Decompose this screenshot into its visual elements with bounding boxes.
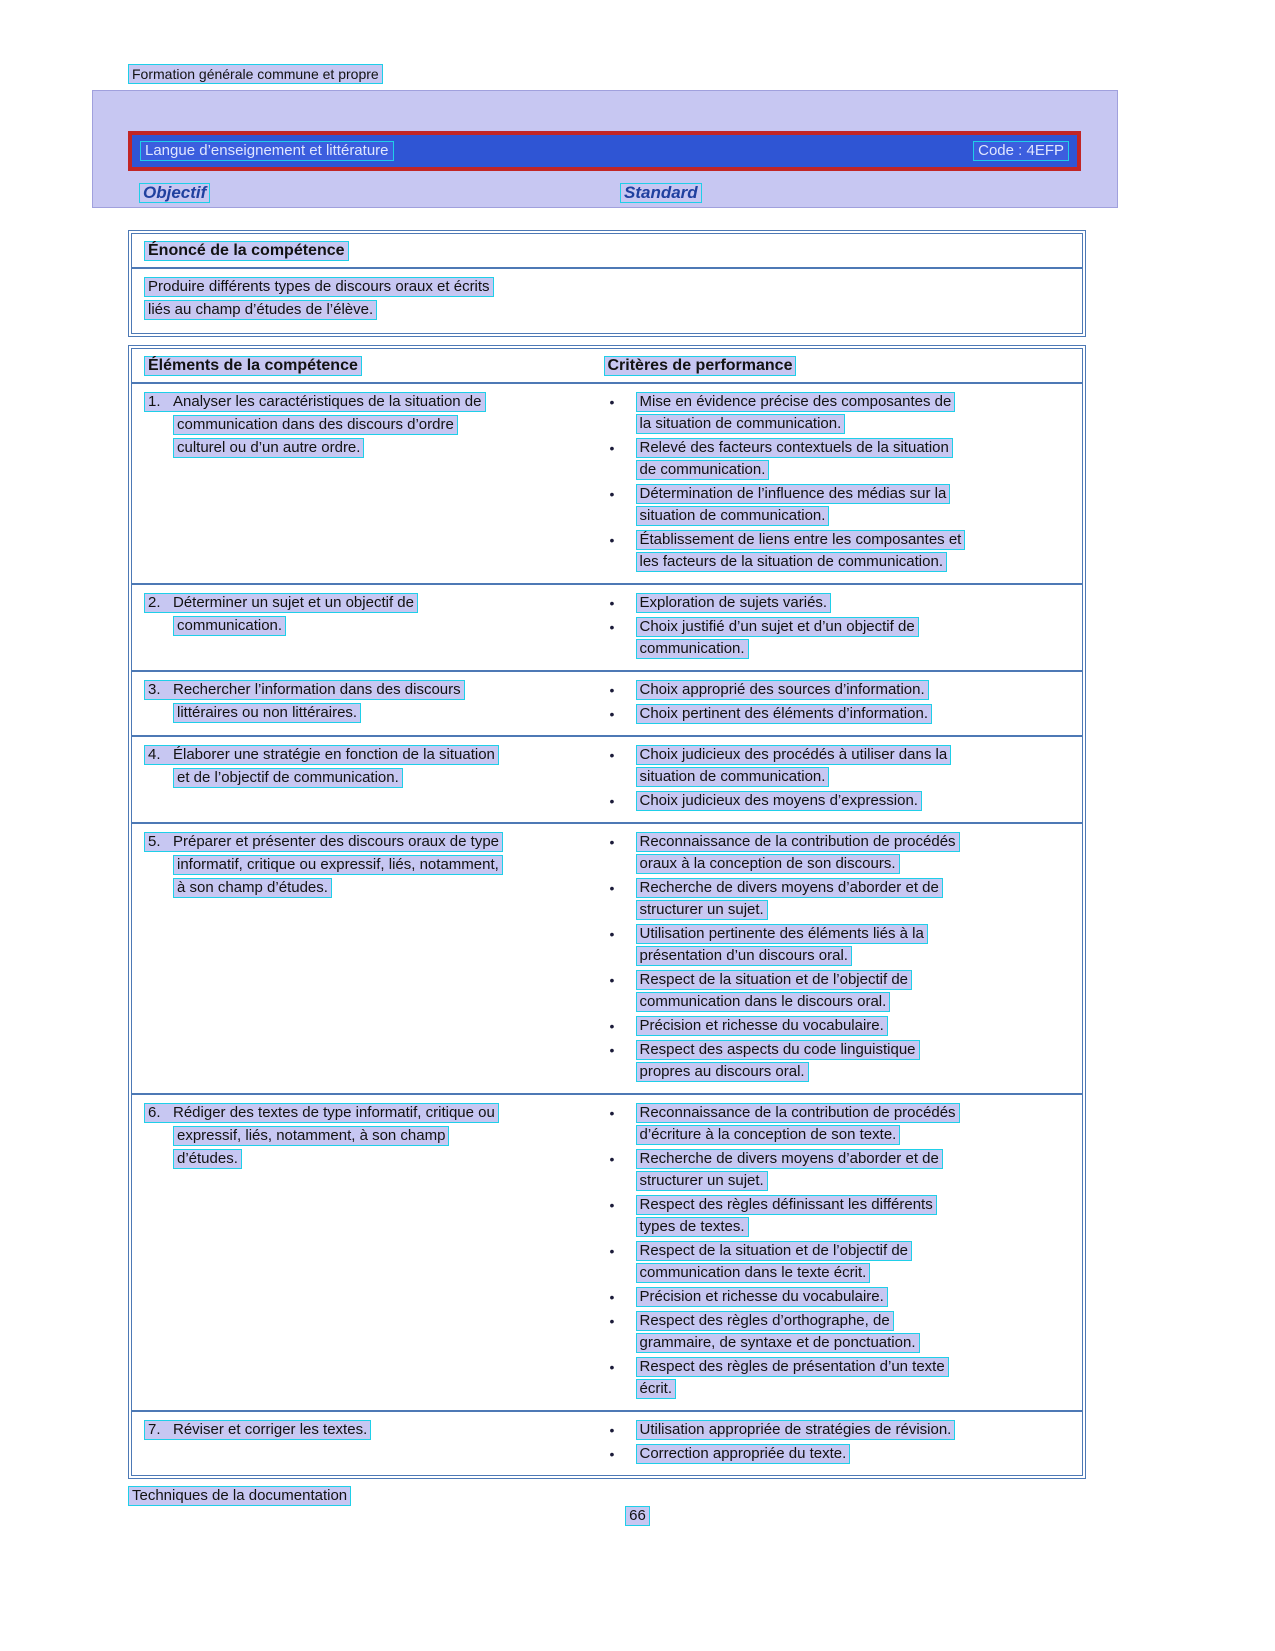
criterion-line bbox=[636, 1016, 1075, 1036]
criterion-line-text: structurer un sujet. bbox=[636, 900, 768, 920]
element-number: 6. bbox=[148, 1104, 161, 1121]
element-line-box bbox=[144, 832, 503, 852]
criterion-line-text: Choix justifié d’un sujet et d’un objectif de bbox=[636, 617, 919, 637]
criterion-line bbox=[636, 1217, 1075, 1237]
criterion bbox=[602, 1195, 1075, 1239]
element-line-box bbox=[144, 680, 465, 700]
criterion-line-text: grammaire, de syntaxe et de ponctuation. bbox=[636, 1333, 920, 1353]
table-row bbox=[132, 583, 1082, 670]
criterion-lines bbox=[636, 970, 1075, 1014]
criteres-header-cell bbox=[598, 356, 1083, 376]
criterion-line bbox=[636, 552, 1075, 572]
element-text: Préparer et présenter des discours oraux de type bbox=[173, 833, 500, 850]
element-cell bbox=[132, 1418, 598, 1468]
element-line-box: à son champ d’études. bbox=[173, 878, 332, 898]
criterion-line-text: Mise en évidence précise des composantes de bbox=[636, 392, 956, 412]
element-text: Analyser les caractéristiques de la situation de bbox=[173, 393, 482, 410]
criterion-line bbox=[636, 1311, 1075, 1331]
criterion-line bbox=[636, 992, 1075, 1012]
bullet-icon: • bbox=[609, 440, 615, 456]
criterion-line bbox=[636, 1333, 1075, 1353]
element-line-box bbox=[144, 392, 486, 412]
criterion-lines bbox=[636, 484, 1075, 528]
criterion bbox=[602, 530, 1075, 574]
element-line bbox=[173, 438, 584, 458]
criterion-line-text: communication dans le discours oral. bbox=[636, 992, 891, 1012]
criterion-line-text: Choix pertinent des éléments d’information. bbox=[636, 704, 933, 724]
header-note-text: Formation générale commune et propre bbox=[128, 64, 383, 84]
criterion bbox=[602, 791, 1075, 813]
element-cell bbox=[132, 678, 598, 728]
element-line bbox=[173, 703, 584, 723]
criterion bbox=[602, 1241, 1075, 1285]
criterion-line-text: propres au discours oral. bbox=[636, 1062, 809, 1082]
element-line bbox=[173, 878, 584, 898]
criterion-lines bbox=[636, 617, 1075, 661]
bullet-icon: • bbox=[609, 1018, 615, 1034]
objectif-label bbox=[139, 183, 210, 203]
course-code-bar bbox=[128, 131, 1081, 171]
criterion-line bbox=[636, 593, 1075, 613]
criterion-line bbox=[636, 1062, 1075, 1082]
element-line bbox=[173, 415, 584, 435]
element-text: Déterminer un sujet et un objectif de bbox=[173, 594, 414, 611]
element-line-box: culturel ou d’un autre ordre. bbox=[173, 438, 364, 458]
criterion-line bbox=[636, 970, 1075, 990]
table-row bbox=[132, 1093, 1082, 1410]
element-line-box: expressif, liés, notamment, à son champ bbox=[173, 1126, 449, 1146]
criterion-line bbox=[636, 878, 1075, 898]
element-number: 2. bbox=[148, 594, 161, 611]
criterion bbox=[602, 392, 1075, 436]
enonce-header-row bbox=[132, 234, 1082, 269]
criterion-lines bbox=[636, 1195, 1075, 1239]
element-line-box: littéraires ou non littéraires. bbox=[173, 703, 361, 723]
criterion-lines bbox=[636, 745, 1075, 789]
enonce-line-text: liés au champ d’études de l’élève. bbox=[144, 300, 377, 320]
element-line bbox=[173, 616, 584, 636]
element-line-box bbox=[144, 593, 418, 613]
element-line bbox=[144, 1103, 584, 1123]
criterion-lines bbox=[636, 1357, 1075, 1401]
element-number: 4. bbox=[148, 746, 161, 763]
criterion-line-text: Précision et richesse du vocabulaire. bbox=[636, 1016, 888, 1036]
criterion-line-text: types de textes. bbox=[636, 1217, 749, 1237]
criterion-lines bbox=[636, 1287, 1075, 1309]
criteria-cell bbox=[598, 1101, 1083, 1403]
criterion-line-text: Choix judicieux des procédés à utiliser dans la bbox=[636, 745, 952, 765]
criterion-line bbox=[636, 680, 1075, 700]
criterion-line bbox=[636, 745, 1075, 765]
competence-table-inner bbox=[131, 348, 1083, 1476]
criteria-cell bbox=[598, 390, 1083, 576]
enonce-line bbox=[144, 277, 1070, 297]
criterion-lines bbox=[636, 1420, 1075, 1442]
criterion-line-text: Respect des aspects du code linguistique bbox=[636, 1040, 920, 1060]
criterion-lines bbox=[636, 438, 1075, 482]
elements-header-cell bbox=[132, 356, 598, 376]
title-banner bbox=[92, 90, 1118, 208]
criterion-line bbox=[636, 854, 1075, 874]
element-number: 1. bbox=[148, 393, 161, 410]
criterion-line bbox=[636, 1103, 1075, 1123]
criteres-header: Critères de performance bbox=[604, 356, 797, 376]
criterion-line bbox=[636, 900, 1075, 920]
bullet-icon: • bbox=[609, 1151, 615, 1167]
criterion-line-text: Utilisation appropriée de stratégies de révision. bbox=[636, 1420, 956, 1440]
element-line bbox=[144, 593, 584, 613]
element-number: 3. bbox=[148, 681, 161, 698]
criterion-lines bbox=[636, 1103, 1075, 1147]
bullet-icon: • bbox=[609, 595, 615, 611]
criterion-lines bbox=[636, 878, 1075, 922]
element-cell bbox=[132, 1101, 598, 1403]
bullet-icon: • bbox=[609, 926, 615, 942]
criterion-line-text: de communication. bbox=[636, 460, 770, 480]
criterion-line-text: Correction appropriée du texte. bbox=[636, 1444, 851, 1464]
bullet-icon: • bbox=[609, 747, 615, 763]
criterion-line-text: Reconnaissance de la contribution de procédés bbox=[636, 832, 960, 852]
criterion-line bbox=[636, 1241, 1075, 1261]
bullet-icon: • bbox=[609, 1105, 615, 1121]
criterion-line-text: Respect de la situation et de l’objectif de bbox=[636, 1241, 913, 1261]
element-text: Rechercher l’information dans des discours bbox=[173, 681, 461, 698]
criterion-line-text: structurer un sujet. bbox=[636, 1171, 768, 1191]
page-footer-note bbox=[128, 1486, 351, 1506]
criterion-line bbox=[636, 506, 1075, 526]
element-line-box: communication dans des discours d’ordre bbox=[173, 415, 458, 435]
bullet-icon: • bbox=[609, 880, 615, 896]
criterion bbox=[602, 1420, 1075, 1442]
criterion bbox=[602, 1357, 1075, 1401]
criterion-lines bbox=[636, 1241, 1075, 1285]
criterion-line bbox=[636, 460, 1075, 480]
criterion-line bbox=[636, 484, 1075, 504]
criterion-line bbox=[636, 1379, 1075, 1399]
criterion-line bbox=[636, 1171, 1075, 1191]
criterion-lines bbox=[636, 530, 1075, 574]
criterion bbox=[602, 680, 1075, 702]
element-line-box: d’études. bbox=[173, 1149, 242, 1169]
enonce-body bbox=[132, 269, 1082, 333]
criterion-line-text: Reconnaissance de la contribution de procédés bbox=[636, 1103, 960, 1123]
criterion-line bbox=[636, 1125, 1075, 1145]
enonce-table bbox=[128, 230, 1086, 337]
element-line bbox=[144, 745, 584, 765]
criterion-line-text: situation de communication. bbox=[636, 506, 830, 526]
criterion-lines bbox=[636, 1040, 1075, 1084]
criterion bbox=[602, 970, 1075, 1014]
table-row bbox=[132, 384, 1082, 583]
criterion-lines bbox=[636, 593, 1075, 615]
element-line-box: informatif, critique ou expressif, liés, notamment, bbox=[173, 855, 503, 875]
criterion-line bbox=[636, 704, 1075, 724]
criterion-line bbox=[636, 1420, 1075, 1440]
element-number: 5. bbox=[148, 833, 161, 850]
criterion-lines bbox=[636, 924, 1075, 968]
criterion-line-text: oraux à la conception de son discours. bbox=[636, 854, 900, 874]
element-line bbox=[144, 680, 584, 700]
criterion-line-text: Respect des règles de présentation d’un texte bbox=[636, 1357, 949, 1377]
criterion bbox=[602, 704, 1075, 726]
criterion bbox=[602, 745, 1075, 789]
criterion-line bbox=[636, 438, 1075, 458]
bullet-icon: • bbox=[609, 834, 615, 850]
table-row bbox=[132, 735, 1082, 822]
criterion-line bbox=[636, 1149, 1075, 1169]
bullet-icon: • bbox=[609, 1313, 615, 1329]
criterion-line-text: situation de communication. bbox=[636, 767, 830, 787]
criterion-lines bbox=[636, 791, 1075, 813]
criterion-line bbox=[636, 832, 1075, 852]
element-line-box bbox=[144, 1420, 371, 1440]
bullet-icon: • bbox=[609, 1042, 615, 1058]
element-cell bbox=[132, 591, 598, 663]
criterion bbox=[602, 878, 1075, 922]
bullet-icon: • bbox=[609, 619, 615, 635]
page-number-text: 66 bbox=[625, 1506, 650, 1526]
bullet-icon: • bbox=[609, 486, 615, 502]
page-header-note bbox=[128, 64, 383, 84]
criterion-line-text: Précision et richesse du vocabulaire. bbox=[636, 1287, 888, 1307]
element-number: 7. bbox=[148, 1421, 161, 1438]
criterion-line bbox=[636, 530, 1075, 550]
criterion-line-text: Recherche de divers moyens d’aborder et de bbox=[636, 1149, 943, 1169]
element-line bbox=[173, 855, 584, 875]
criterion-line bbox=[636, 392, 1075, 412]
criterion-line-text: les facteurs de la situation de communication. bbox=[636, 552, 948, 572]
criterion bbox=[602, 832, 1075, 876]
criteria-cell bbox=[598, 678, 1083, 728]
criterion-lines bbox=[636, 832, 1075, 876]
criterion-lines bbox=[636, 704, 1075, 726]
element-cell bbox=[132, 390, 598, 576]
bullet-icon: • bbox=[609, 1446, 615, 1462]
bullet-icon: • bbox=[609, 394, 615, 410]
bullet-icon: • bbox=[609, 1243, 615, 1259]
criterion-line-text: écrit. bbox=[636, 1379, 677, 1399]
criterion-lines bbox=[636, 392, 1075, 436]
element-line bbox=[173, 768, 584, 788]
criterion-line bbox=[636, 1195, 1075, 1215]
criterion-line-text: Choix judicieux des moyens d’expression. bbox=[636, 791, 922, 811]
criterion-line bbox=[636, 639, 1075, 659]
table-row bbox=[132, 1410, 1082, 1475]
criterion bbox=[602, 593, 1075, 615]
criterion-line bbox=[636, 1444, 1075, 1464]
criterion bbox=[602, 1444, 1075, 1466]
criterion-line-text: Exploration de sujets variés. bbox=[636, 593, 832, 613]
element-text: Rédiger des textes de type informatif, critique ou bbox=[173, 1104, 495, 1121]
course-title: Langue d’enseignement et littérature bbox=[140, 141, 394, 161]
criterion bbox=[602, 924, 1075, 968]
criterion-line bbox=[636, 1040, 1075, 1060]
criteria-cell bbox=[598, 591, 1083, 663]
bullet-icon: • bbox=[609, 793, 615, 809]
table-row bbox=[132, 822, 1082, 1093]
footer-note-text: Techniques de la documentation bbox=[128, 1486, 351, 1506]
element-line bbox=[144, 1420, 584, 1440]
criterion bbox=[602, 484, 1075, 528]
criterion bbox=[602, 1287, 1075, 1309]
competence-header-row bbox=[132, 349, 1082, 384]
competence-table bbox=[128, 345, 1086, 1479]
criterion-line-text: Utilisation pertinente des éléments liés à la bbox=[636, 924, 928, 944]
element-line-box: et de l’objectif de communication. bbox=[173, 768, 403, 788]
course-code: Code : 4EFP bbox=[973, 141, 1069, 161]
criterion-line bbox=[636, 1357, 1075, 1377]
criterion-line-text: communication dans le texte écrit. bbox=[636, 1263, 871, 1283]
criterion-line bbox=[636, 924, 1075, 944]
bullet-icon: • bbox=[609, 1289, 615, 1305]
criterion bbox=[602, 1103, 1075, 1147]
criterion-line bbox=[636, 767, 1075, 787]
criterion-line-text: présentation d’un discours oral. bbox=[636, 946, 852, 966]
enonce-table-inner bbox=[131, 233, 1083, 334]
criterion-line-text: Respect des règles d’orthographe, de bbox=[636, 1311, 894, 1331]
competence-rows bbox=[132, 384, 1082, 1475]
criterion-line bbox=[636, 946, 1075, 966]
criterion bbox=[602, 1040, 1075, 1084]
criterion-lines bbox=[636, 1016, 1075, 1038]
criterion bbox=[602, 1016, 1075, 1038]
bullet-icon: • bbox=[609, 706, 615, 722]
element-line bbox=[144, 392, 584, 412]
criterion-lines bbox=[636, 1311, 1075, 1355]
bullet-icon: • bbox=[609, 682, 615, 698]
criterion-lines bbox=[636, 1444, 1075, 1466]
element-cell bbox=[132, 743, 598, 815]
criterion-line-text: Établissement de liens entre les composantes et bbox=[636, 530, 966, 550]
criterion-line-text: la situation de communication. bbox=[636, 414, 846, 434]
bullet-icon: • bbox=[609, 532, 615, 548]
criteria-cell bbox=[598, 743, 1083, 815]
criterion-lines bbox=[636, 680, 1075, 702]
criterion-line-text: Relevé des facteurs contextuels de la situation bbox=[636, 438, 953, 458]
criterion-line bbox=[636, 414, 1075, 434]
bullet-icon: • bbox=[609, 1359, 615, 1375]
element-text: Élaborer une stratégie en fonction de la situation bbox=[173, 746, 495, 763]
bullet-icon: • bbox=[609, 972, 615, 988]
element-line bbox=[144, 832, 584, 852]
element-line-box bbox=[144, 1103, 499, 1123]
standard-label-text: Standard bbox=[620, 183, 702, 203]
enonce-line-text: Produire différents types de discours oraux et écrits bbox=[144, 277, 494, 297]
criterion bbox=[602, 1149, 1075, 1193]
standard-label bbox=[620, 183, 702, 203]
element-line bbox=[173, 1126, 584, 1146]
bullet-icon: • bbox=[609, 1422, 615, 1438]
element-line-box bbox=[144, 745, 499, 765]
criterion-line bbox=[636, 1287, 1075, 1307]
criterion-line bbox=[636, 617, 1075, 637]
criterion-line-text: d’écriture à la conception de son texte. bbox=[636, 1125, 901, 1145]
element-text: Réviser et corriger les textes. bbox=[173, 1421, 368, 1438]
enonce-header: Énoncé de la compétence bbox=[144, 241, 349, 261]
element-line bbox=[173, 1149, 584, 1169]
table-row bbox=[132, 670, 1082, 735]
criterion-line-text: Respect des règles définissant les différents bbox=[636, 1195, 937, 1215]
criterion bbox=[602, 617, 1075, 661]
criterion-line bbox=[636, 791, 1075, 811]
bullet-icon: • bbox=[609, 1197, 615, 1213]
enonce-line bbox=[144, 300, 1070, 320]
criterion-line-text: Recherche de divers moyens d’aborder et de bbox=[636, 878, 943, 898]
criteria-cell bbox=[598, 1418, 1083, 1468]
criterion-line-text: Détermination de l’influence des médias sur la bbox=[636, 484, 951, 504]
element-cell bbox=[132, 830, 598, 1086]
criterion-line bbox=[636, 1263, 1075, 1283]
criterion-line-text: Respect de la situation et de l’objectif de bbox=[636, 970, 913, 990]
objectif-label-text: Objectif bbox=[139, 183, 210, 203]
page-number bbox=[0, 1506, 1275, 1526]
criteria-cell bbox=[598, 830, 1083, 1086]
criterion-line-text: Choix approprié des sources d’information. bbox=[636, 680, 929, 700]
criterion bbox=[602, 1311, 1075, 1355]
element-line-box: communication. bbox=[173, 616, 286, 636]
criterion-line-text: communication. bbox=[636, 639, 749, 659]
criterion-lines bbox=[636, 1149, 1075, 1193]
criterion bbox=[602, 438, 1075, 482]
elements-header: Éléments de la compétence bbox=[144, 356, 362, 376]
